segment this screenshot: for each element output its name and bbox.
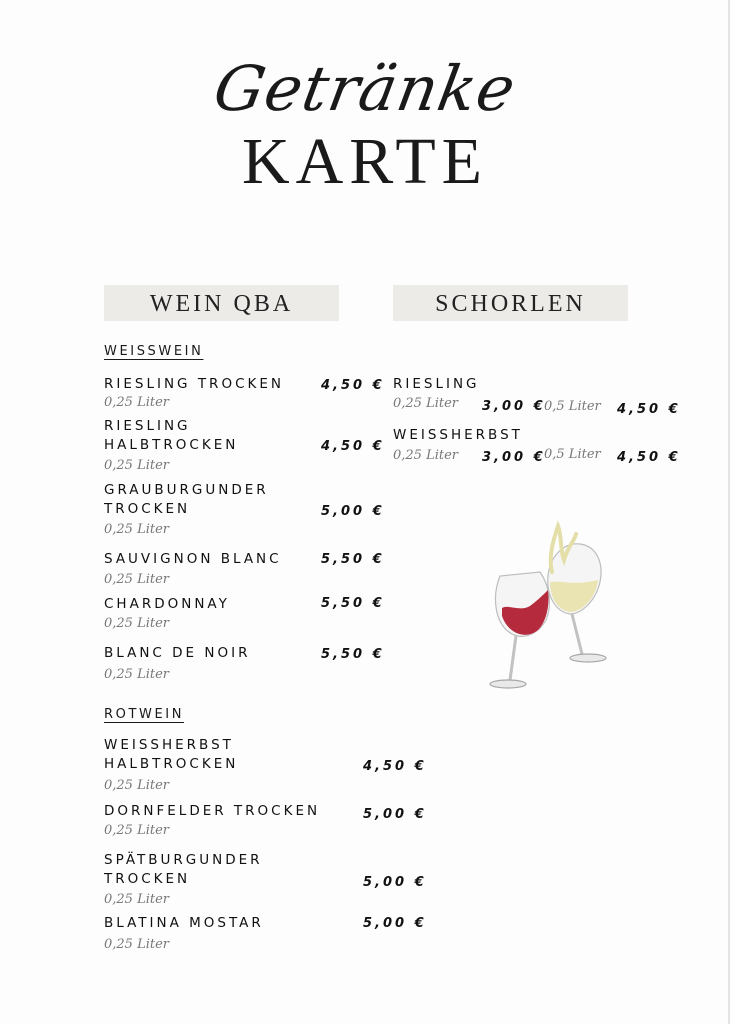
item-name-line2: TROCKEN [104,871,191,887]
item-price-large: 4,50 € [617,450,681,465]
item-price: 5,00 € [363,916,427,931]
item-name-line2: HALBTROCKEN [104,756,239,772]
item-volume: 0,25 Liter [104,395,169,410]
item-price: 5,50 € [321,596,385,611]
section-schorlen: SCHORLEN [393,285,628,321]
item-price: 5,00 € [321,504,385,519]
item-volume: 0,25 Liter [104,458,169,473]
item-volume: 0,25 Liter [104,616,169,631]
item-volume: 0,25 Liter [104,823,169,838]
item-price: 4,50 € [321,439,385,454]
item-price: 5,50 € [321,647,385,662]
item-volume: 0,25 Liter [104,937,169,952]
item-price: 4,50 € [321,378,385,393]
item-volume: 0,25 Liter [104,778,169,793]
item-name: BLATINA MOSTAR [104,915,264,931]
item-name: BLANC DE NOIR [104,645,251,661]
item-price-small: 3,00 € [482,450,546,465]
item-volume-small: 0,25 Liter [393,396,458,411]
item-price: 5,00 € [363,807,427,822]
category-weisswein: WEISSWEIN [104,344,204,359]
item-volume-small: 0,25 Liter [393,448,458,463]
title-main: KARTE [241,125,488,198]
wine-glasses-toast-icon [478,516,628,700]
item-price-small: 3,00 € [482,399,546,414]
item-name: SAUVIGNON BLANC [104,551,282,567]
item-name: CHARDONNAY [104,596,230,612]
item-volume: 0,25 Liter [104,522,169,537]
item-name: WEISSHERBST [393,427,523,443]
item-volume-large: 0,5 Liter [544,447,601,462]
item-name-line1: SPÄTBURGUNDER [104,852,263,868]
category-rotwein: ROTWEIN [104,707,185,722]
item-name-line1: WEISSHERBST [104,737,234,753]
item-name: RIESLING TROCKEN [104,376,284,392]
item-name-line1: GRAUBURGUNDER [104,482,269,498]
item-price-large: 4,50 € [617,402,681,417]
item-price: 5,00 € [363,875,427,890]
item-volume: 0,25 Liter [104,892,169,907]
item-name-line2: TROCKEN [104,501,191,517]
item-price: 4,50 € [363,759,427,774]
item-name-line1: RIESLING [104,418,191,434]
item-volume: 0,25 Liter [104,667,169,682]
item-volume-large: 0,5 Liter [544,399,601,414]
section-wein-qba: WEIN QBA [104,285,339,321]
item-volume: 0,25 Liter [104,572,169,587]
item-name-line2: HALBTROCKEN [104,437,239,453]
item-name: RIESLING [393,376,480,392]
item-name: DORNFELDER TROCKEN [104,803,321,819]
item-price: 5,50 € [321,552,385,567]
title-script: Getränke [208,52,522,125]
red-wine-glass-icon [490,572,549,688]
white-wine-glass-icon [548,526,606,662]
